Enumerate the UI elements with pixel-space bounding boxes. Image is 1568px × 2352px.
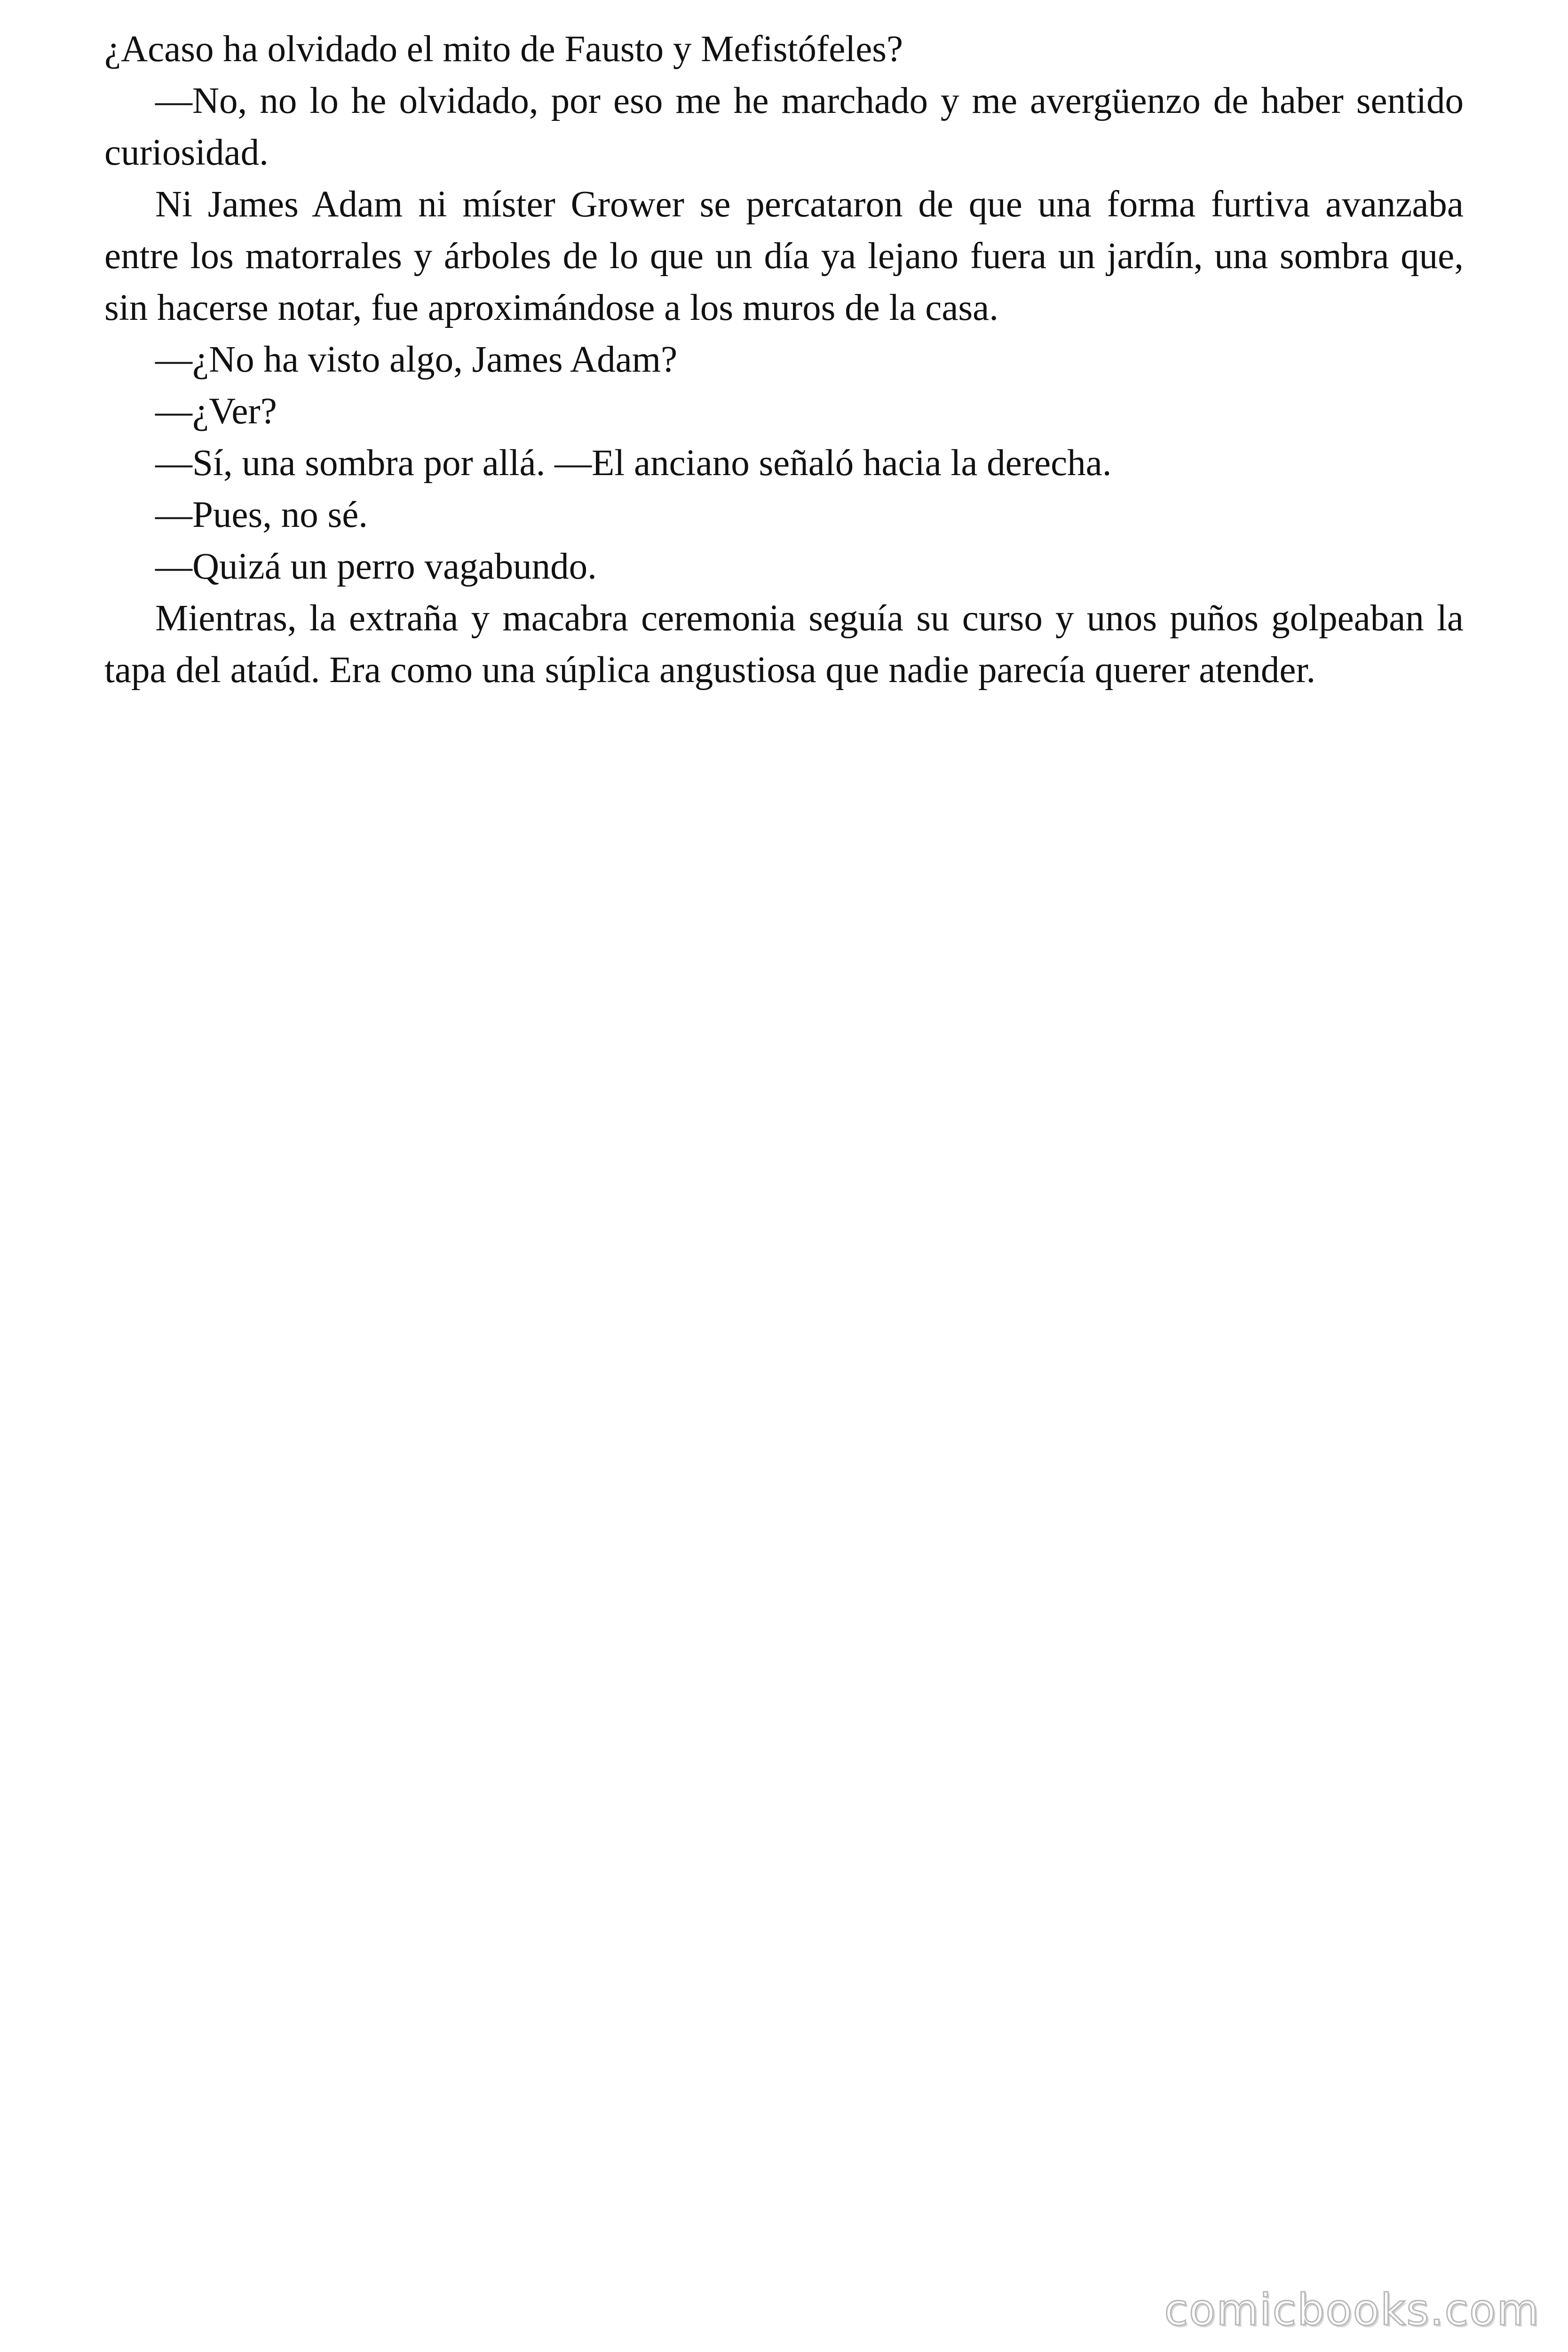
paragraph-1: ¿Acaso ha olvidado el mito de Fausto y Mefistófeles? <box>104 29 903 70</box>
paragraph-4: —¿No ha visto algo, James Adam? <box>155 339 678 380</box>
paragraph-5: —¿Ver? <box>155 391 277 432</box>
paragraph-9: Mientras, la extraña y macabra ceremonia seguía su curso y unos puños golpeaban la tapa del ataúd. Era como una súplica angustiosa que nadie parecía querer atender. <box>104 598 1464 691</box>
watermark: comicbooks.com <box>1164 2285 1540 2335</box>
paragraph-8: —Quizá un perro vagabundo. <box>155 546 597 587</box>
paragraph-3: Ni James Adam ni míster Grower se percataron de que una forma furtiva avanzaba entre los matorrales y árboles de lo que un día ya lejano fuera un jardín, una sombra que, sin hacerse notar, fue aproximándose a los muros de la casa. <box>104 184 1464 328</box>
paragraph-6: —Sí, una sombra por allá. —El anciano señaló hacia la derecha. <box>155 443 1112 484</box>
paragraph-2: —No, no lo he olvidado, por eso me he marchado y me avergüenzo de haber sentido curiosidad. <box>104 80 1464 173</box>
paragraph-7: —Pues, no sé. <box>155 494 368 535</box>
page-body <box>104 24 1464 696</box>
